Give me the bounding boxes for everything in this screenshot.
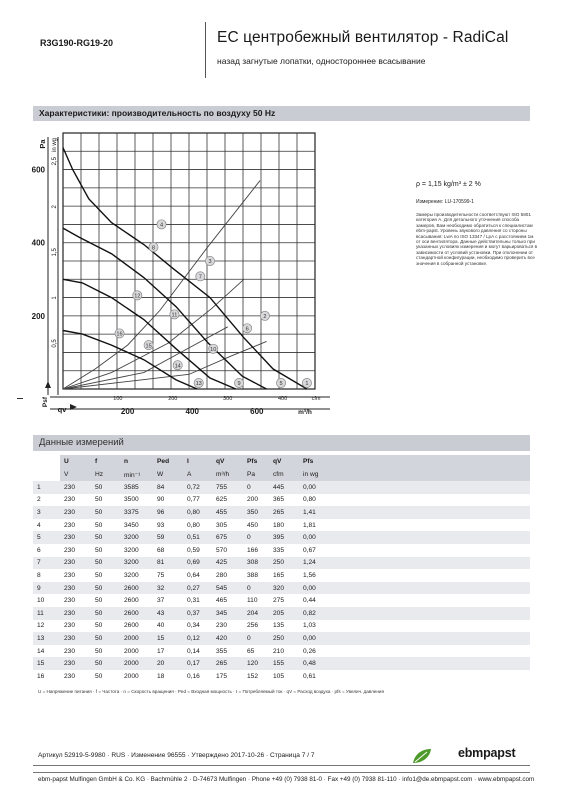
table-cell: 230 xyxy=(60,481,91,494)
table-cell: 11 xyxy=(33,607,60,620)
table-cell: 166 xyxy=(243,544,269,557)
y2-tick-label: 2 xyxy=(52,205,58,209)
table-cell: 0,51 xyxy=(183,531,212,544)
table-cell: 230 xyxy=(60,594,91,607)
table-cell: 50 xyxy=(91,594,120,607)
table-cell: 230 xyxy=(60,657,91,670)
table-cell: 50 xyxy=(91,557,120,570)
table-cell: 18 xyxy=(153,670,183,683)
x-tick-label: 200 xyxy=(120,407,135,416)
operating-point xyxy=(276,378,285,387)
table-cell: 0,27 xyxy=(183,582,212,595)
table-cell: 2000 xyxy=(120,657,153,670)
operating-point-label: 15 xyxy=(145,343,152,350)
operating-point-label: 13 xyxy=(195,381,202,388)
table-cell: 570 xyxy=(212,544,243,557)
footer-divider xyxy=(33,772,530,773)
table-cell: 50 xyxy=(91,620,120,633)
operating-point-label: 12 xyxy=(134,293,141,300)
table-cell: 308 xyxy=(243,557,269,570)
y2-tick-label: 2,5 xyxy=(52,157,58,166)
y2-tick-label: 1,5 xyxy=(52,248,58,257)
table-cell: 250 xyxy=(269,557,299,570)
table-cell: 165 xyxy=(269,569,299,582)
table-cell: 230 xyxy=(60,670,91,683)
table-cell: 545 xyxy=(212,582,243,595)
table-cell: 50 xyxy=(91,645,120,658)
table-cell: 3 xyxy=(33,506,60,519)
x2-tick-label: 200 xyxy=(168,396,178,402)
table-cell: 3450 xyxy=(120,519,153,532)
table-section-title: Данные измерений xyxy=(39,437,124,448)
table-cell: 335 xyxy=(269,544,299,557)
table-cell: 15 xyxy=(33,657,60,670)
table-cell: 365 xyxy=(269,494,299,507)
operating-point xyxy=(173,361,182,370)
table-cell: 65 xyxy=(243,645,269,658)
table-cell: 230 xyxy=(60,506,91,519)
table-cell: 0 xyxy=(243,582,269,595)
system-curve xyxy=(63,181,260,389)
table-cell: 0,72 xyxy=(183,481,212,494)
table-cell: 320 xyxy=(269,582,299,595)
table-cell: I xyxy=(183,455,212,468)
table-cell: 84 xyxy=(153,481,183,494)
table-legend: U = Напряжение питания · f = Частота · n = Скорость вращения · Ped = Входная мощность · I = Потребляемый ток · qV = Расход воздуха · pfs = Увелич. давления xyxy=(38,689,384,694)
table-cell: 675 xyxy=(212,531,243,544)
table-cell: 345 xyxy=(212,607,243,620)
table-cell: qV xyxy=(269,455,299,468)
table-cell: 230 xyxy=(60,557,91,570)
table-row xyxy=(33,657,530,670)
table-cell: 230 xyxy=(60,607,91,620)
table-cell: 50 xyxy=(91,607,120,620)
y-symbol-label: Psf xyxy=(42,396,49,408)
table-cell: 15 xyxy=(153,632,183,645)
table-cell: 0 xyxy=(243,481,269,494)
table-cell: W xyxy=(153,468,183,481)
table-cell: Pa xyxy=(243,468,269,481)
table-unit-row xyxy=(33,468,530,481)
operating-point xyxy=(170,310,179,319)
operating-point xyxy=(144,341,153,350)
operating-point-label: 4 xyxy=(159,222,164,229)
table-cell: 265 xyxy=(269,506,299,519)
table-row xyxy=(33,506,530,519)
table-cell: 90 xyxy=(153,494,183,507)
table-cell: 0,37 xyxy=(183,607,212,620)
table-row xyxy=(33,594,530,607)
operating-point xyxy=(260,311,269,320)
table-cell: 0,48 xyxy=(299,657,530,670)
table-cell: 0,69 xyxy=(183,557,212,570)
table-cell: 16 xyxy=(33,670,60,683)
table-row xyxy=(33,519,530,532)
operating-point-label: 10 xyxy=(210,346,217,353)
table-cell: 2600 xyxy=(120,620,153,633)
table-cell: 256 xyxy=(243,620,269,633)
x-axis-title: qv xyxy=(57,405,67,414)
table-cell: 50 xyxy=(91,582,120,595)
page-subtitle: назад загнутые лопатки, одностороннее всасывание xyxy=(217,56,426,66)
y-arrow-icon xyxy=(45,381,51,388)
table-cell: Hz xyxy=(91,468,120,481)
x2-unit-label: cfm xyxy=(311,396,321,402)
operating-point xyxy=(302,378,311,387)
table-cell: 81 xyxy=(153,557,183,570)
table-cell: 305 xyxy=(212,519,243,532)
table-cell: 0,80 xyxy=(183,519,212,532)
operating-point-label: 16 xyxy=(116,331,123,338)
table-row xyxy=(33,582,530,595)
table-cell: 14 xyxy=(33,645,60,658)
table-cell: 135 xyxy=(269,620,299,633)
table-cell: Pfs xyxy=(299,455,530,468)
table-cell: 50 xyxy=(91,481,120,494)
operating-point xyxy=(196,272,205,281)
density-note: ρ = 1,15 kg/m³ ± 2 % xyxy=(416,181,481,188)
table-cell: 230 xyxy=(60,519,91,532)
system-curves xyxy=(63,181,267,389)
table-cell: 9 xyxy=(33,582,60,595)
table-cell: 4 xyxy=(33,519,60,532)
table-cell: 2000 xyxy=(120,670,153,683)
table-cell: 0,00 xyxy=(299,632,530,645)
table-cell: 2600 xyxy=(120,594,153,607)
table-cell: 0,14 xyxy=(183,645,212,658)
fan-curve xyxy=(63,228,267,389)
table-cell: 355 xyxy=(212,645,243,658)
table-cell: 230 xyxy=(60,620,91,633)
table-cell: 0,59 xyxy=(183,544,212,557)
table-row xyxy=(33,531,530,544)
table-cell: 0,00 xyxy=(299,481,530,494)
table-cell: 2600 xyxy=(120,582,153,595)
operating-point-label: 9 xyxy=(237,381,241,388)
table-cell: 50 xyxy=(91,569,120,582)
operating-point xyxy=(209,344,218,353)
table-cell: 1,81 xyxy=(299,519,530,532)
table-cell: 395 xyxy=(269,531,299,544)
footer-address: ebm-papst Mulfingen GmbH & Co. KG · Bachmühle 2 · D-74673 Mulfingen · Phone +49 (0) 7938 81-0 · Fax +49 (0) 7938 81-110 · info1@de.ebmpapst.com · www.ebmpapst.com xyxy=(38,776,535,783)
operating-point-label: 7 xyxy=(198,274,202,281)
table-cell xyxy=(33,468,60,481)
measurement-notes: Замеры производительности соответствуют ISO 5801 категория A. Для детального уточнения способа замеров, Вам необходимо обратиться к специалистам ebm-papst. Уровень звукового давления со стороны всасывания: LwA по ISO 13347 / LpA с расстоянием 1м от оси вентилятора. Данные действительны только при указанных условиях измерения и могут варьироваться в зависимости от условий установки. При отклонении от стандартной конфигурации, необходимо проверить все значения в собранной установке. xyxy=(416,212,538,266)
table-cell: 465 xyxy=(212,594,243,607)
table-cell: 265 xyxy=(212,657,243,670)
table-cell: 50 xyxy=(91,494,120,507)
table-cell: 1,24 xyxy=(299,557,530,570)
table-cell: 3585 xyxy=(120,481,153,494)
table-cell: 0,26 xyxy=(299,645,530,658)
table-section-bar xyxy=(33,435,530,451)
table-cell: 93 xyxy=(153,519,183,532)
table-row xyxy=(33,569,530,582)
table-cell: 0,31 xyxy=(183,594,212,607)
table-cell: min⁻¹ xyxy=(120,468,153,481)
table-cell: 50 xyxy=(91,519,120,532)
operating-point-label: 1 xyxy=(305,381,309,388)
table-cell: 0,34 xyxy=(183,620,212,633)
table-cell: 50 xyxy=(91,544,120,557)
table-cell: 625 xyxy=(212,494,243,507)
table-cell: 3200 xyxy=(120,557,153,570)
table-cell: 230 xyxy=(60,544,91,557)
table-cell: 155 xyxy=(269,657,299,670)
table-cell: 0,67 xyxy=(299,544,530,557)
x2-tick-label: 400 xyxy=(277,396,288,402)
table-cell: f xyxy=(91,455,120,468)
table-cell: 230 xyxy=(60,569,91,582)
table-cell: 3200 xyxy=(120,531,153,544)
operating-point xyxy=(133,291,142,300)
table-cell: 59 xyxy=(153,531,183,544)
table-cell: 8 xyxy=(33,569,60,582)
operating-point-label: 11 xyxy=(171,312,178,319)
table-cell: 50 xyxy=(91,632,120,645)
table-cell: 68 xyxy=(153,544,183,557)
x2-tick-label: 300 xyxy=(223,396,233,402)
operating-point xyxy=(234,378,243,387)
table-cell: 7 xyxy=(33,557,60,570)
table-cell: 32 xyxy=(153,582,183,595)
table-cell: 2600 xyxy=(120,607,153,620)
operating-point xyxy=(115,329,124,338)
y2-tick-label: 1 xyxy=(52,296,58,300)
brand-logo: ebmpapst xyxy=(458,746,516,760)
table-cell: n xyxy=(120,455,153,468)
table-cell: 6 xyxy=(33,544,60,557)
table-row xyxy=(33,494,530,507)
operating-point xyxy=(205,256,214,265)
table-cell: in wg xyxy=(299,468,530,481)
table-cell: 40 xyxy=(153,620,183,633)
table-cell: 1,03 xyxy=(299,620,530,633)
table-cell: 0,17 xyxy=(183,657,212,670)
table-cell: V xyxy=(60,468,91,481)
y2-tick-label: 0,5 xyxy=(52,339,58,348)
measurement-id: Измерение: LU-170599-1 xyxy=(416,199,474,205)
table-cell: 230 xyxy=(60,531,91,544)
table-cell: 0,00 xyxy=(299,531,530,544)
table-cell: 450 xyxy=(243,519,269,532)
table-cell: Pfs xyxy=(243,455,269,468)
table-cell: 10 xyxy=(33,594,60,607)
table-cell: 0 xyxy=(243,632,269,645)
table-cell: 120 xyxy=(243,657,269,670)
margin-mark xyxy=(17,398,23,399)
x-unit-label: m³/h xyxy=(298,409,312,416)
page-title: EC центробежный вентилятор - RadiCal xyxy=(217,29,509,46)
chart-section-title: Характеристики: производительность по воздуху 50 Hz xyxy=(39,108,276,118)
table-cell: 3200 xyxy=(120,544,153,557)
table-cell: 0,00 xyxy=(299,582,530,595)
table-cell: 105 xyxy=(269,670,299,683)
leaf-icon xyxy=(411,747,433,765)
table-cell: 3500 xyxy=(120,494,153,507)
table-cell: 280 xyxy=(212,569,243,582)
table-cell: 43 xyxy=(153,607,183,620)
table-cell: 250 xyxy=(269,632,299,645)
table-row xyxy=(33,632,530,645)
x-tick-label: 400 xyxy=(185,407,199,416)
table-row xyxy=(33,557,530,570)
table-cell: 50 xyxy=(91,657,120,670)
table-cell: 455 xyxy=(212,506,243,519)
measurement-table xyxy=(33,455,530,683)
operating-point-label: 14 xyxy=(174,363,181,370)
table-cell: 1,56 xyxy=(299,569,530,582)
table-cell: 230 xyxy=(60,494,91,507)
table-cell: 230 xyxy=(60,645,91,658)
operating-point-label: 3 xyxy=(208,259,212,266)
table-cell: 152 xyxy=(243,670,269,683)
table-cell: 0,80 xyxy=(183,506,212,519)
table-cell: 17 xyxy=(153,645,183,658)
footer-article: Артикул 52919-5-9980 · RUS · Изменение 96555 · Утверждено 2017-10-26 · Страница 7 / 7 xyxy=(38,752,315,759)
table-cell: 13 xyxy=(33,632,60,645)
operating-point xyxy=(243,324,252,333)
y-tick-label: 400 xyxy=(31,238,45,248)
table-row xyxy=(33,620,530,633)
table-row xyxy=(33,645,530,658)
table-cell: 205 xyxy=(269,607,299,620)
table-cell: 50 xyxy=(91,531,120,544)
table-cell: 230 xyxy=(60,632,91,645)
table-cell: 425 xyxy=(212,557,243,570)
table-row xyxy=(33,481,530,494)
y2-axis-title: in wg xyxy=(52,137,58,153)
table-cell: 3375 xyxy=(120,506,153,519)
table-cell: 1,41 xyxy=(299,506,530,519)
table-cell: 0,16 xyxy=(183,670,212,683)
table-cell: cfm xyxy=(269,468,299,481)
operating-point-label: 6 xyxy=(245,326,249,333)
table-row xyxy=(33,670,530,683)
operating-point xyxy=(194,378,203,387)
table-cell: 2000 xyxy=(120,632,153,645)
table-cell: 2000 xyxy=(120,645,153,658)
model-code: R3G190-RG19-20 xyxy=(40,38,114,48)
table-cell: 388 xyxy=(243,569,269,582)
operating-point xyxy=(149,243,158,252)
table-cell: 275 xyxy=(269,594,299,607)
operating-point xyxy=(157,220,166,229)
chart-tick-labels xyxy=(32,138,321,416)
table-cell: 0,44 xyxy=(299,594,530,607)
table-cell: 0,82 xyxy=(299,607,530,620)
table-cell: U xyxy=(60,455,91,468)
table-cell: 50 xyxy=(91,506,120,519)
table-cell: 20 xyxy=(153,657,183,670)
table-cell: 230 xyxy=(212,620,243,633)
table-cell: qV xyxy=(212,455,243,468)
table-cell: 5 xyxy=(33,531,60,544)
table-cell: 37 xyxy=(153,594,183,607)
table-cell: 175 xyxy=(212,670,243,683)
table-cell: 0,64 xyxy=(183,569,212,582)
y-tick-label: 200 xyxy=(31,311,45,321)
table-cell: 200 xyxy=(243,494,269,507)
table-row xyxy=(33,607,530,620)
table-head-row xyxy=(33,455,530,468)
table-cell: 110 xyxy=(243,594,269,607)
table-cell: 350 xyxy=(243,506,269,519)
table-cell: m³/h xyxy=(212,468,243,481)
table-cell xyxy=(33,455,60,468)
table-cell: A xyxy=(183,468,212,481)
table-cell: 3200 xyxy=(120,569,153,582)
table-cell: 1 xyxy=(33,481,60,494)
operating-point-label: 8 xyxy=(151,245,156,252)
table-cell: 204 xyxy=(243,607,269,620)
operating-point-label: 5 xyxy=(279,381,283,388)
table-cell: 180 xyxy=(269,519,299,532)
y-tick-label: 600 xyxy=(31,165,45,175)
x-tick-label: 600 xyxy=(250,407,264,416)
table-cell: 0 xyxy=(243,531,269,544)
table-cell: 50 xyxy=(91,670,120,683)
table-cell: 755 xyxy=(212,481,243,494)
footer-divider xyxy=(33,765,530,766)
table-cell: 420 xyxy=(212,632,243,645)
table-cell: 445 xyxy=(269,481,299,494)
table-cell: 12 xyxy=(33,620,60,633)
y-axis-title: Pa xyxy=(38,139,47,149)
table-cell: 0,12 xyxy=(183,632,212,645)
table-cell: 0,80 xyxy=(299,494,530,507)
operating-point-label: 2 xyxy=(263,314,267,321)
table-cell: 230 xyxy=(60,582,91,595)
table-cell: 75 xyxy=(153,569,183,582)
chart-grid xyxy=(63,133,315,389)
table-cell: 210 xyxy=(269,645,299,658)
table-cell: Ped xyxy=(153,455,183,468)
table-row xyxy=(33,544,530,557)
x2-tick-label: 100 xyxy=(113,396,123,402)
table-cell: 2 xyxy=(33,494,60,507)
fan-curve xyxy=(63,331,197,390)
table-cell: 96 xyxy=(153,506,183,519)
table-cell: 0,77 xyxy=(183,494,212,507)
table-cell: 0,61 xyxy=(299,670,530,683)
